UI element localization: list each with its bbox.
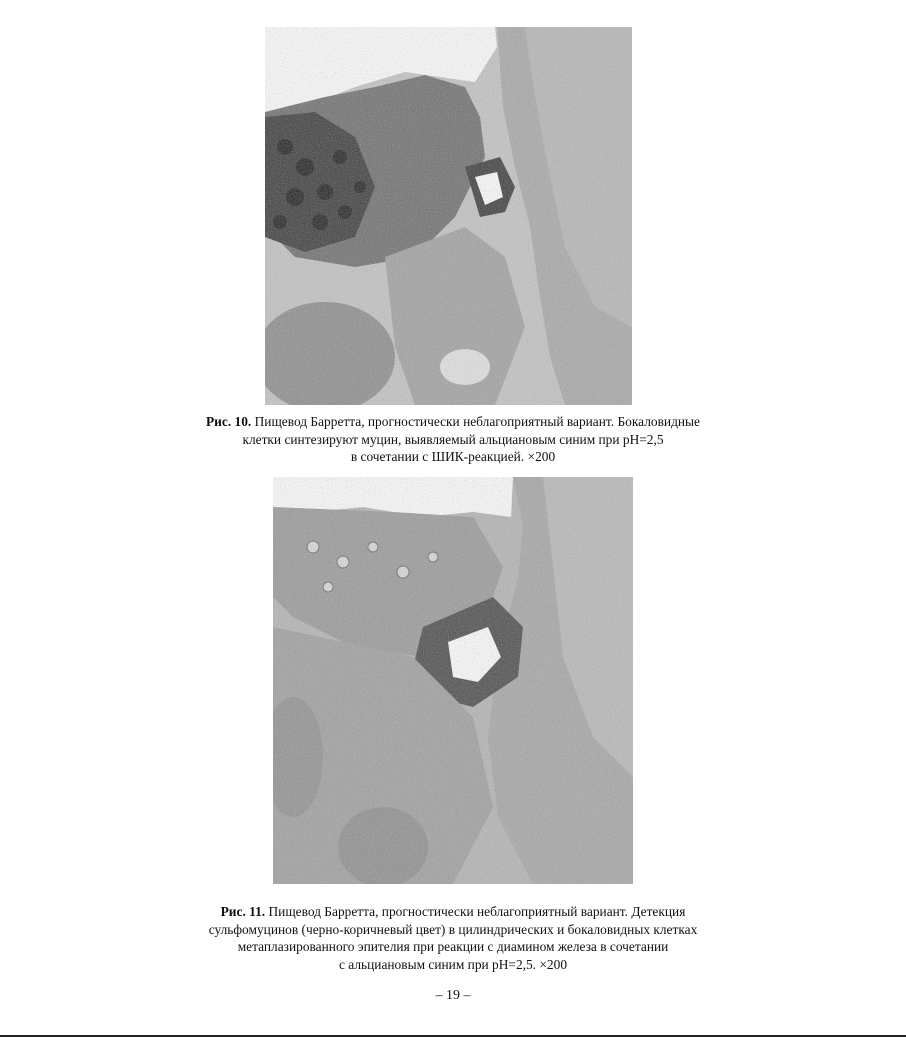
footer-divider xyxy=(0,1035,906,1037)
figure-10-caption xyxy=(120,413,786,466)
caption-line: с альциановым синим при pH=2,5. ×200 xyxy=(338,956,568,972)
figure-10-micrograph xyxy=(265,27,632,405)
caption-line: метаплазированного эпителия при реакции с диамином железа в сочетании xyxy=(237,939,669,954)
caption-line: Рис. 11. Пищевод Барретта, прогностически неблагоприятный вариант. Детекция xyxy=(220,904,686,919)
caption-line: в сочетании с ШИК-реакцией. ×200 xyxy=(350,449,556,464)
caption-line: клетки синтезируют муцин, выявляемый альциановым синим при pH=2,5 xyxy=(242,431,664,447)
caption-line: Рис. 10. Пищевод Барретта, прогностически неблагоприятный вариант. Бокаловидные xyxy=(205,414,700,429)
figure-number: Рис. 10. xyxy=(205,414,252,429)
micrograph-10-image xyxy=(265,27,632,405)
micrograph-11-image xyxy=(273,477,633,884)
page-number: – 19 – xyxy=(435,988,471,1003)
figure-number: Рис. 11. xyxy=(220,904,266,919)
figure-11-caption xyxy=(120,903,786,973)
figure-11-micrograph xyxy=(273,477,633,884)
caption-line: сульфомуцинов (черно-коричневый цвет) в цилиндрических и бокаловидных клетках xyxy=(208,921,698,937)
